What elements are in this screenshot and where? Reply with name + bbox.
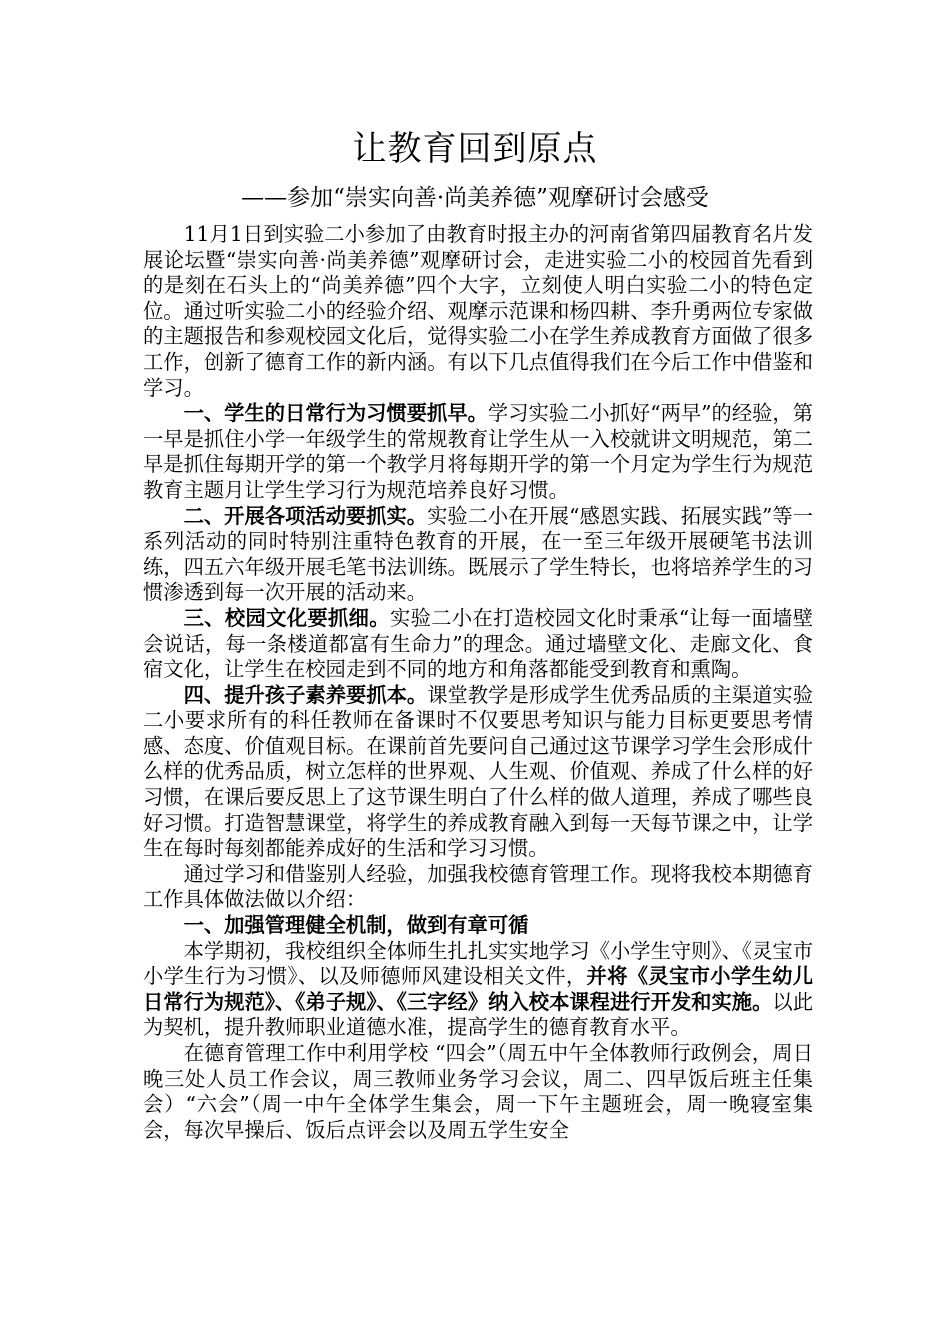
paragraph-transition [143,862,813,913]
point-4-heading: 四、提升孩子素养要抓本。 [183,682,428,707]
point-1-text: 学习实验二小抓好“两早”的经验，第一早是抓住小学一年级学生的常规教育让学生从一入校就讲文明规范，第二早是抓住每期开学的第一个教学月将每期开学的第一个月定为学生行为规范教育主题月让学生学习行为规范培养良好习惯。 [143,401,813,502]
point-2-text: 实验二小在开展“感恩实践、拓展实践”等一系列活动的同时特别注重特色教育的开展，在一至三年级开展硬笔书法训练，四五六年级开展毛笔书法训练。既展示了学生特长，也将培养学生的习惯渗透到每一次开展的活动来。 [143,503,813,605]
paragraph-point-3 [143,606,813,683]
management-bold-text: 并将《灵宝市小学生幼儿日常行为规范》、《弟子规》、《三字经》纳入校本课程进行开发和实施。 [143,964,813,1014]
point-3-text: 实验二小在打造校园文化时秉承“让每一面墙壁会说话，每一条楼道都富有生命力”的理念。通过墙壁文化、走廊文化、食宿文化，让学生在校园走到不同的地方和角落都能受到教育和熏陶。 [143,605,813,682]
article-body [143,222,813,1143]
paragraph-intro-text: 11月1日到实验二小参加了由教育时报主办的河南省第四届教育名片发展论坛暨“崇实向善·尚美养德”观摩研讨会，走进实验二小的校园首先看到的是刻在石头上的“尚美养德”四个大字，立刻使人明白实验二小的特色定位。通过听实验二小的经验介绍、观摩示范课和杨四耕、李升勇两位专家做的主题报告和参观校园文化后，觉得实验二小在学生养成教育方面做了很多工作，创新了德育工作的新内涵。有以下几点值得我们在今后工作中借鉴和学习。 [143,222,813,400]
paragraph-point-1 [143,401,813,503]
paragraph-transition-text: 通过学习和借鉴别人经验，加强我校德育管理工作。现将我校本期德育工作具体做法做以介绍： [143,861,813,912]
point-1-heading: 一、学生的日常行为习惯要抓早。 [183,401,488,426]
section-heading-1 [143,913,813,939]
paragraph-management [143,939,813,1041]
paragraph-point-4 [143,683,813,862]
paragraph-meetings-text: 在德育管理工作中利用学校 “四会”（周五中午全体教师行政例会，周日晚三处人员工作会议，周三教师业务学习会议，周二、四早饭后班主任集会）“六会”（周一中午全体学生集会，周一下午主题班会，周一晚寝室集会，每次早操后、饭后点评会以及周五学生安全 [143,1041,813,1142]
paragraph-intro [143,222,813,401]
paragraph-meetings [143,1041,813,1143]
page-subtitle: ——参加“崇实向善·尚美养德”观摩研讨会感受 [241,185,709,211]
point-4-text: 课堂教学是形成学生优秀品质的主渠道实验二小要求所有的科任教师在备课时不仅要思考知识与能力目标更要思考情感、态度、价值观目标。在课前首先要问自己通过这节课学习学生会形成什么样的优秀品质，树立怎样的世界观、人生观、价值观、养成了什么样的好习惯，在课后要反思上了这节课生明白了什么样的做人道理，养成了哪些良好习惯。打造智慧课堂，将学生的养成教育融入到每一天每节课之中，让学生在每时每刻都能养成好的生活和学习习惯。 [143,682,813,861]
paragraph-point-2 [143,504,813,606]
page-title: 让教育回到原点 [352,129,598,169]
section-heading-1-text: 一、加强管理健全机制，做到有章可循 [183,913,529,938]
point-2-heading: 二、开展各项活动要抓实。 [183,503,428,528]
management-text-a: 本学期初，我校组织全体师生扎扎实实地学习《小学生守则》、《灵宝市小学生行为习惯》、以及师德师风建设相关文件， [143,938,813,989]
management-text-b: 以此为契机，提升教师职业道德水准，提高学生的德育教育水平。 [143,989,813,1040]
point-3-heading: 三、校园文化要抓细。 [183,605,390,630]
